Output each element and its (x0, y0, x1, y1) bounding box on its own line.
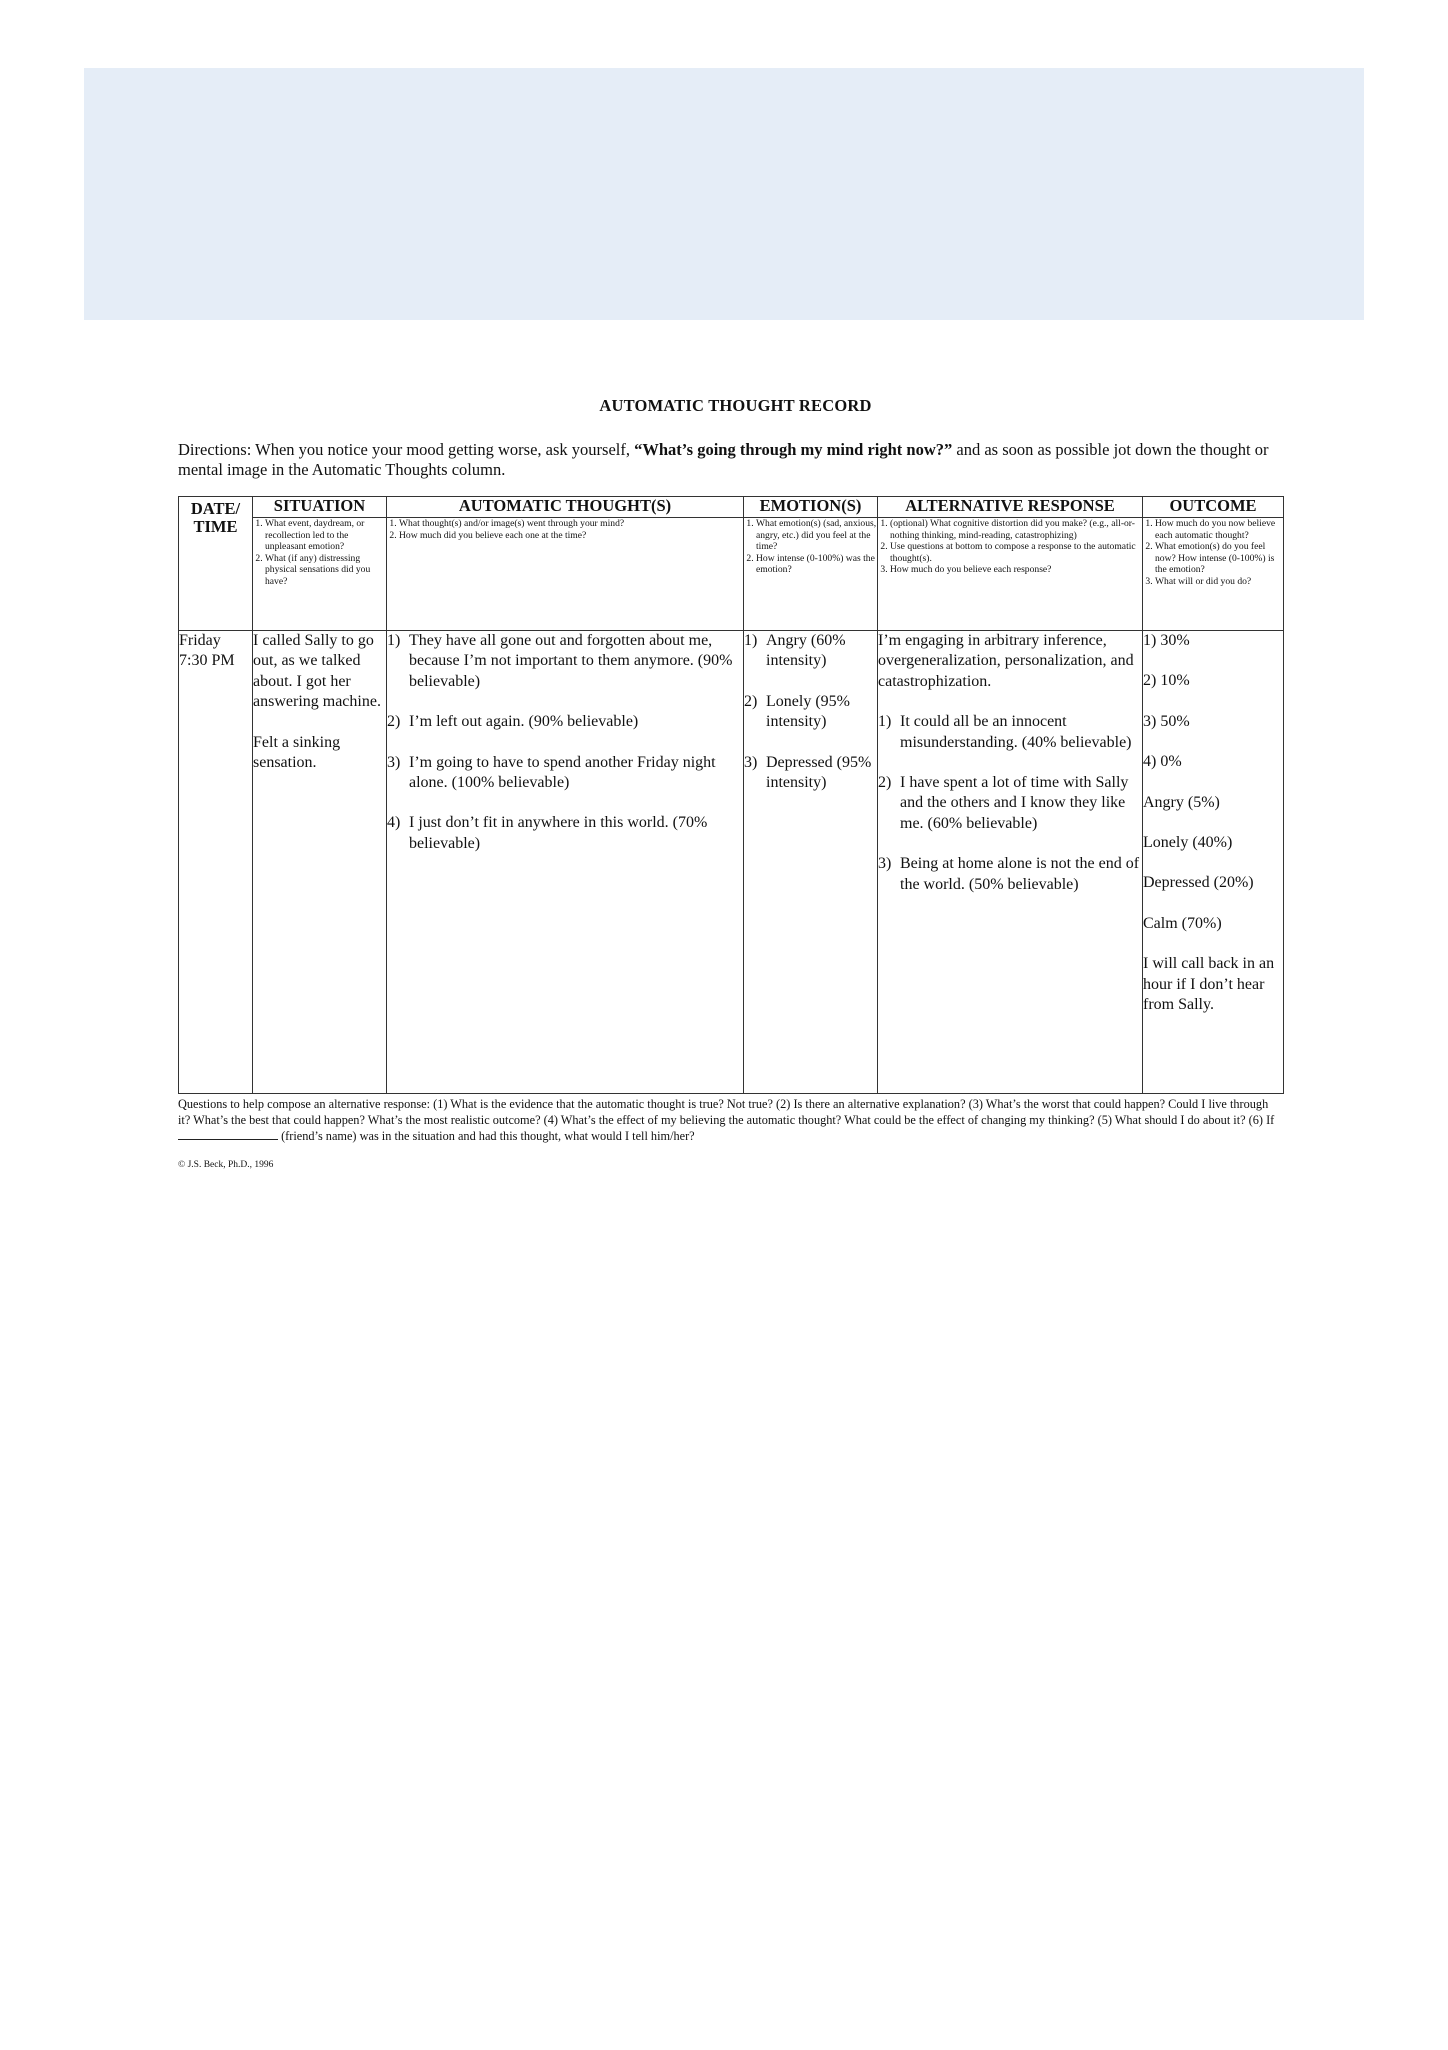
col-header-outcome: OUTCOME (1143, 497, 1284, 518)
outcome-item: 2) 10% (1143, 672, 1190, 690)
instruction-item: 1. What event, daydream, or recollection led to the unpleasant emotion? (265, 518, 386, 553)
document-title: AUTOMATIC THOUGHT RECORD (599, 396, 872, 415)
entry-outcomes (1143, 631, 1284, 1094)
alternative-item: 1) It could all be an innocent misunderstanding. (40% believable) (878, 713, 1132, 751)
instruction-item: 2. What emotion(s) do you feel now? How intense (0-100%) is the emotion? (1155, 541, 1283, 576)
instruction-item: 1. What thought(s) and/or image(s) went through your mind? (399, 518, 743, 530)
entry-emotions (744, 631, 878, 1094)
outcome-item: Calm (70%) (1143, 914, 1222, 932)
outcome-item: Lonely (40%) (1143, 834, 1233, 852)
alternative-item: 3) Being at home alone is not the end of the world. (50% believable) (878, 855, 1140, 893)
outcome-item: 3) 50% (1143, 712, 1190, 730)
instruction-item: 2. What (if any) distressing physical sensations did you have? (265, 553, 386, 588)
instruction-item: 1. What emotion(s) (sad, anxious, angry, etc.) did you feel at the time? (756, 518, 877, 553)
directions-prefix: Directions: When you notice your mood getting worse, ask yourself, (178, 440, 635, 459)
outcome-item: Angry (5%) (1143, 793, 1220, 811)
instructions-outcome (1143, 518, 1284, 631)
instruction-item: 2. How intense (0-100%) was the emotion? (756, 553, 877, 576)
outcome-item: Depressed (20%) (1143, 874, 1254, 892)
entry-date-text: Friday 7:30 PM (179, 632, 235, 670)
thought-item: 1) They have all gone out and forgotten about me, because I’m not important to them anymore. (90% believable) (387, 632, 733, 690)
outcome-item: 1) 30% (1143, 632, 1190, 649)
directions-emphasis: “What’s going through my mind right now?” (634, 440, 953, 459)
outcome-item: 4) 0% (1143, 753, 1182, 771)
col-header-alternative: ALTERNATIVE RESPONSE (878, 497, 1143, 518)
instruction-item: 1. How much do you now believe each automatic thought? (1155, 518, 1283, 541)
entry-situation (253, 631, 387, 1094)
entry-row (179, 631, 1284, 1094)
thought-record-table (178, 496, 1284, 1094)
directions-suffix: and as soon as possible jot down the thought or mental image in the Automatic Thoughts column. (178, 440, 1269, 479)
header-row (179, 497, 1284, 518)
entry-alternatives (878, 631, 1143, 1094)
instruction-item: 2. How much did you believe each one at the time? (399, 530, 743, 542)
instruction-item: 1. (optional) What cognitive distortion did you make? (e.g., all-or-nothing thinking, mind-reading, catastrophizing) (890, 518, 1142, 541)
col-header-situation: SITUATION (253, 497, 387, 518)
col-header-thought: AUTOMATIC THOUGHT(S) (387, 497, 744, 518)
col-header-emotion: EMOTION(S) (744, 497, 878, 518)
alternative-item: 2) I have spent a lot of time with Sally and the others and I know they like me. (60% believable) (878, 774, 1129, 832)
copyright-notice: © J.S. Beck, Ph.D., 1996 (178, 1160, 274, 1170)
header-banner (84, 68, 1364, 320)
emotion-item: 3) Depressed (95% intensity) (744, 753, 872, 792)
outcome-item: I will call back in an hour if I don’t hear from Sally. (1143, 955, 1275, 1014)
instruction-item: 2. Use questions at bottom to compose a response to the automatic thought(s). (890, 541, 1142, 564)
instructions-row (179, 518, 1284, 631)
instructions-alternative (878, 518, 1143, 631)
emotion-item: 1) Angry (60% intensity) (744, 632, 846, 670)
entry-thoughts (387, 631, 744, 1094)
thought-item: 4) I just don’t fit in anywhere in this world. (70% believable) (387, 814, 708, 852)
thought-record-document (178, 396, 1283, 1170)
alternative-intro: I’m engaging in arbitrary inference, overgeneralization, personalization, and catastrophization. (878, 632, 1134, 690)
friend-name-blank (178, 1129, 278, 1140)
thought-item: 3) I’m going to have to spend another Friday night alone. (100% believable) (387, 753, 716, 792)
thought-item: 2) I’m left out again. (90% believable) (387, 713, 639, 731)
directions-text (178, 440, 1283, 480)
instructions-situation (253, 518, 387, 631)
emotion-item: 2) Lonely (95% intensity) (744, 692, 850, 731)
instructions-thought (387, 518, 744, 631)
instructions-emotion (744, 518, 878, 631)
entry-date (179, 631, 253, 1094)
situation-text: Felt a sinking sensation. (253, 733, 341, 772)
alternative-response-questions: Questions to help compose an alternative response: (1) What is the evidence that the automatic thought is true? Not true? (2) Is there an alternative explanation? (3) What’s the worst that could happen? Could I live through it? What’s the best that could happen? What’s the most realistic outcome? (4) What’s the effect of my believing the automatic thought? What could be the effect of changing my thinking? (5) What should I do about it? (6) If (friend’s name) was in the situation and had this thought, what would I tell him/her? (178, 1097, 1275, 1143)
situation-text: I called Sally to go out, as we talked about. I got her answering machine. (253, 632, 381, 711)
instruction-item: 3. How much do you believe each response? (890, 564, 1142, 576)
instruction-item: 3. What will or did you do? (1155, 576, 1283, 588)
col-header-date: DATE/ TIME (179, 497, 253, 631)
